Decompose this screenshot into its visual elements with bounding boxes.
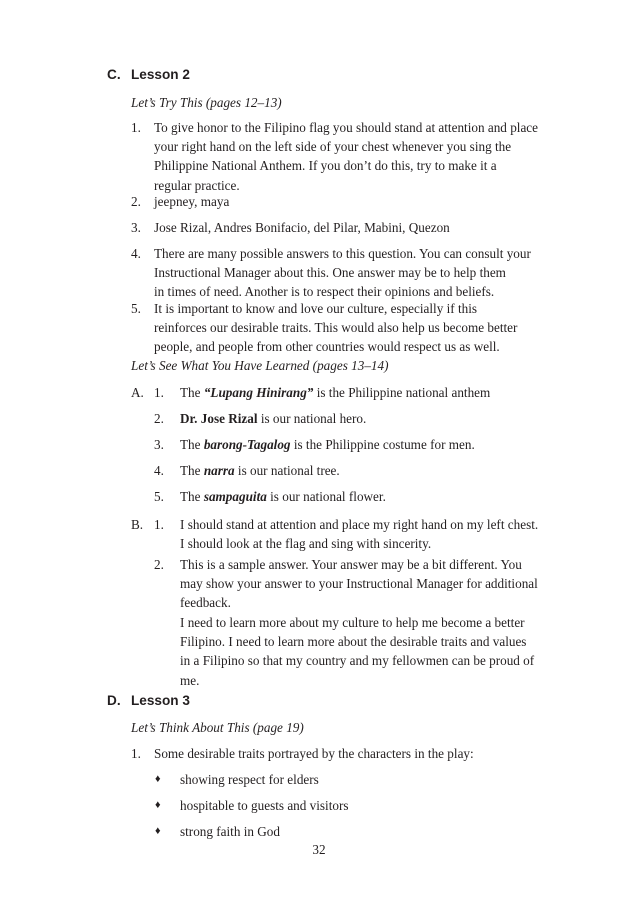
diamond-bullet-icon: ♦: [155, 773, 161, 785]
part-b-item-2-number: 2.: [154, 557, 164, 572]
part-a-item-1-text: The “Lupang Hinirang” is the Philippine national anthem: [180, 385, 491, 400]
part-a-item-5-number: 5.: [154, 489, 164, 504]
try-item-2-text: jeepney, maya: [154, 194, 230, 209]
think-item-1-number: 1.: [131, 746, 141, 761]
part-b-letter: B.: [131, 517, 144, 532]
try-item-3-text: Jose Rizal, Andres Bonifacio, del Pilar, Mabini, Quezon: [154, 220, 450, 235]
part-b-item-1-text: I should stand at attention and place my right hand on my left chest. I should look at the flag and sing with sincerity.: [180, 517, 539, 552]
part-a-item-1-number: 1.: [154, 385, 164, 400]
try-item-4-text: There are many possible answers to this question. You can consult your Instructional Manager about this. One answer may be to help them in times of need. Another is to respect their opinions and beliefs.: [154, 246, 531, 300]
lets-see-heading: Let’s See What You Have Learned (pages 13–14): [131, 358, 389, 373]
section-c-letter: C.: [107, 67, 121, 82]
part-a-item-2-number: 2.: [154, 411, 164, 426]
diamond-bullet-icon: ♦: [155, 825, 161, 837]
part-b-item-1-number: 1.: [154, 517, 164, 532]
part-b-item-2-text: This is a sample answer. Your answer may be a bit different. You may show your answer to your Instructional Manager for additional feedback.: [180, 557, 538, 611]
trait-item-2: hospitable to guests and visitors: [180, 798, 349, 813]
part-a-letter: A.: [131, 385, 144, 400]
part-a-item-4-number: 4.: [154, 463, 164, 478]
try-item-1-number: 1.: [131, 120, 141, 135]
part-a-item-5-text: The sampaguita is our national flower.: [180, 489, 386, 504]
sample-answer-paragraph: I need to learn more about my culture to help me become a better Filipino. I need to learn more about the desirable traits and values in a Filipino so that my country and my fellowmen can be proud of me.: [180, 615, 535, 688]
try-item-4-number: 4.: [131, 246, 141, 261]
try-item-5-text: It is important to know and love our culture, especially if this reinforces our desirable traits. This would also help us become better people, and people from other countries would respect us as well.: [154, 301, 518, 355]
part-a-item-2-text: Dr. Jose Rizal is our national hero.: [180, 411, 367, 426]
part-a-item-3-number: 3.: [154, 437, 164, 452]
part-a-item-4-text: The narra is our national tree.: [180, 463, 340, 478]
think-item-1-text: Some desirable traits portrayed by the characters in the play:: [154, 746, 474, 761]
lets-try-heading: Let’s Try This (pages 12–13): [131, 95, 282, 110]
try-item-2-number: 2.: [131, 194, 141, 209]
trait-item-1: showing respect for elders: [180, 772, 319, 787]
lets-think-heading: Let’s Think About This (page 19): [131, 720, 304, 735]
diamond-bullet-icon: ♦: [155, 799, 161, 811]
section-c-title: Lesson 2: [131, 67, 190, 82]
section-d-letter: D.: [107, 693, 121, 708]
part-a-item-3-text: The barong-Tagalog is the Philippine costume for men.: [180, 437, 475, 452]
trait-item-3: strong faith in God: [180, 824, 280, 839]
try-item-3-number: 3.: [131, 220, 141, 235]
try-item-5-number: 5.: [131, 301, 141, 316]
try-item-1-text: To give honor to the Filipino flag you should stand at attention and place your right hand on the left side of your chest whenever you sing the Philippine National Anthem. If you don’t do this, try to make it a regular practice.: [154, 120, 539, 193]
section-d-title: Lesson 3: [131, 693, 190, 708]
page-number: 32: [312, 842, 326, 857]
